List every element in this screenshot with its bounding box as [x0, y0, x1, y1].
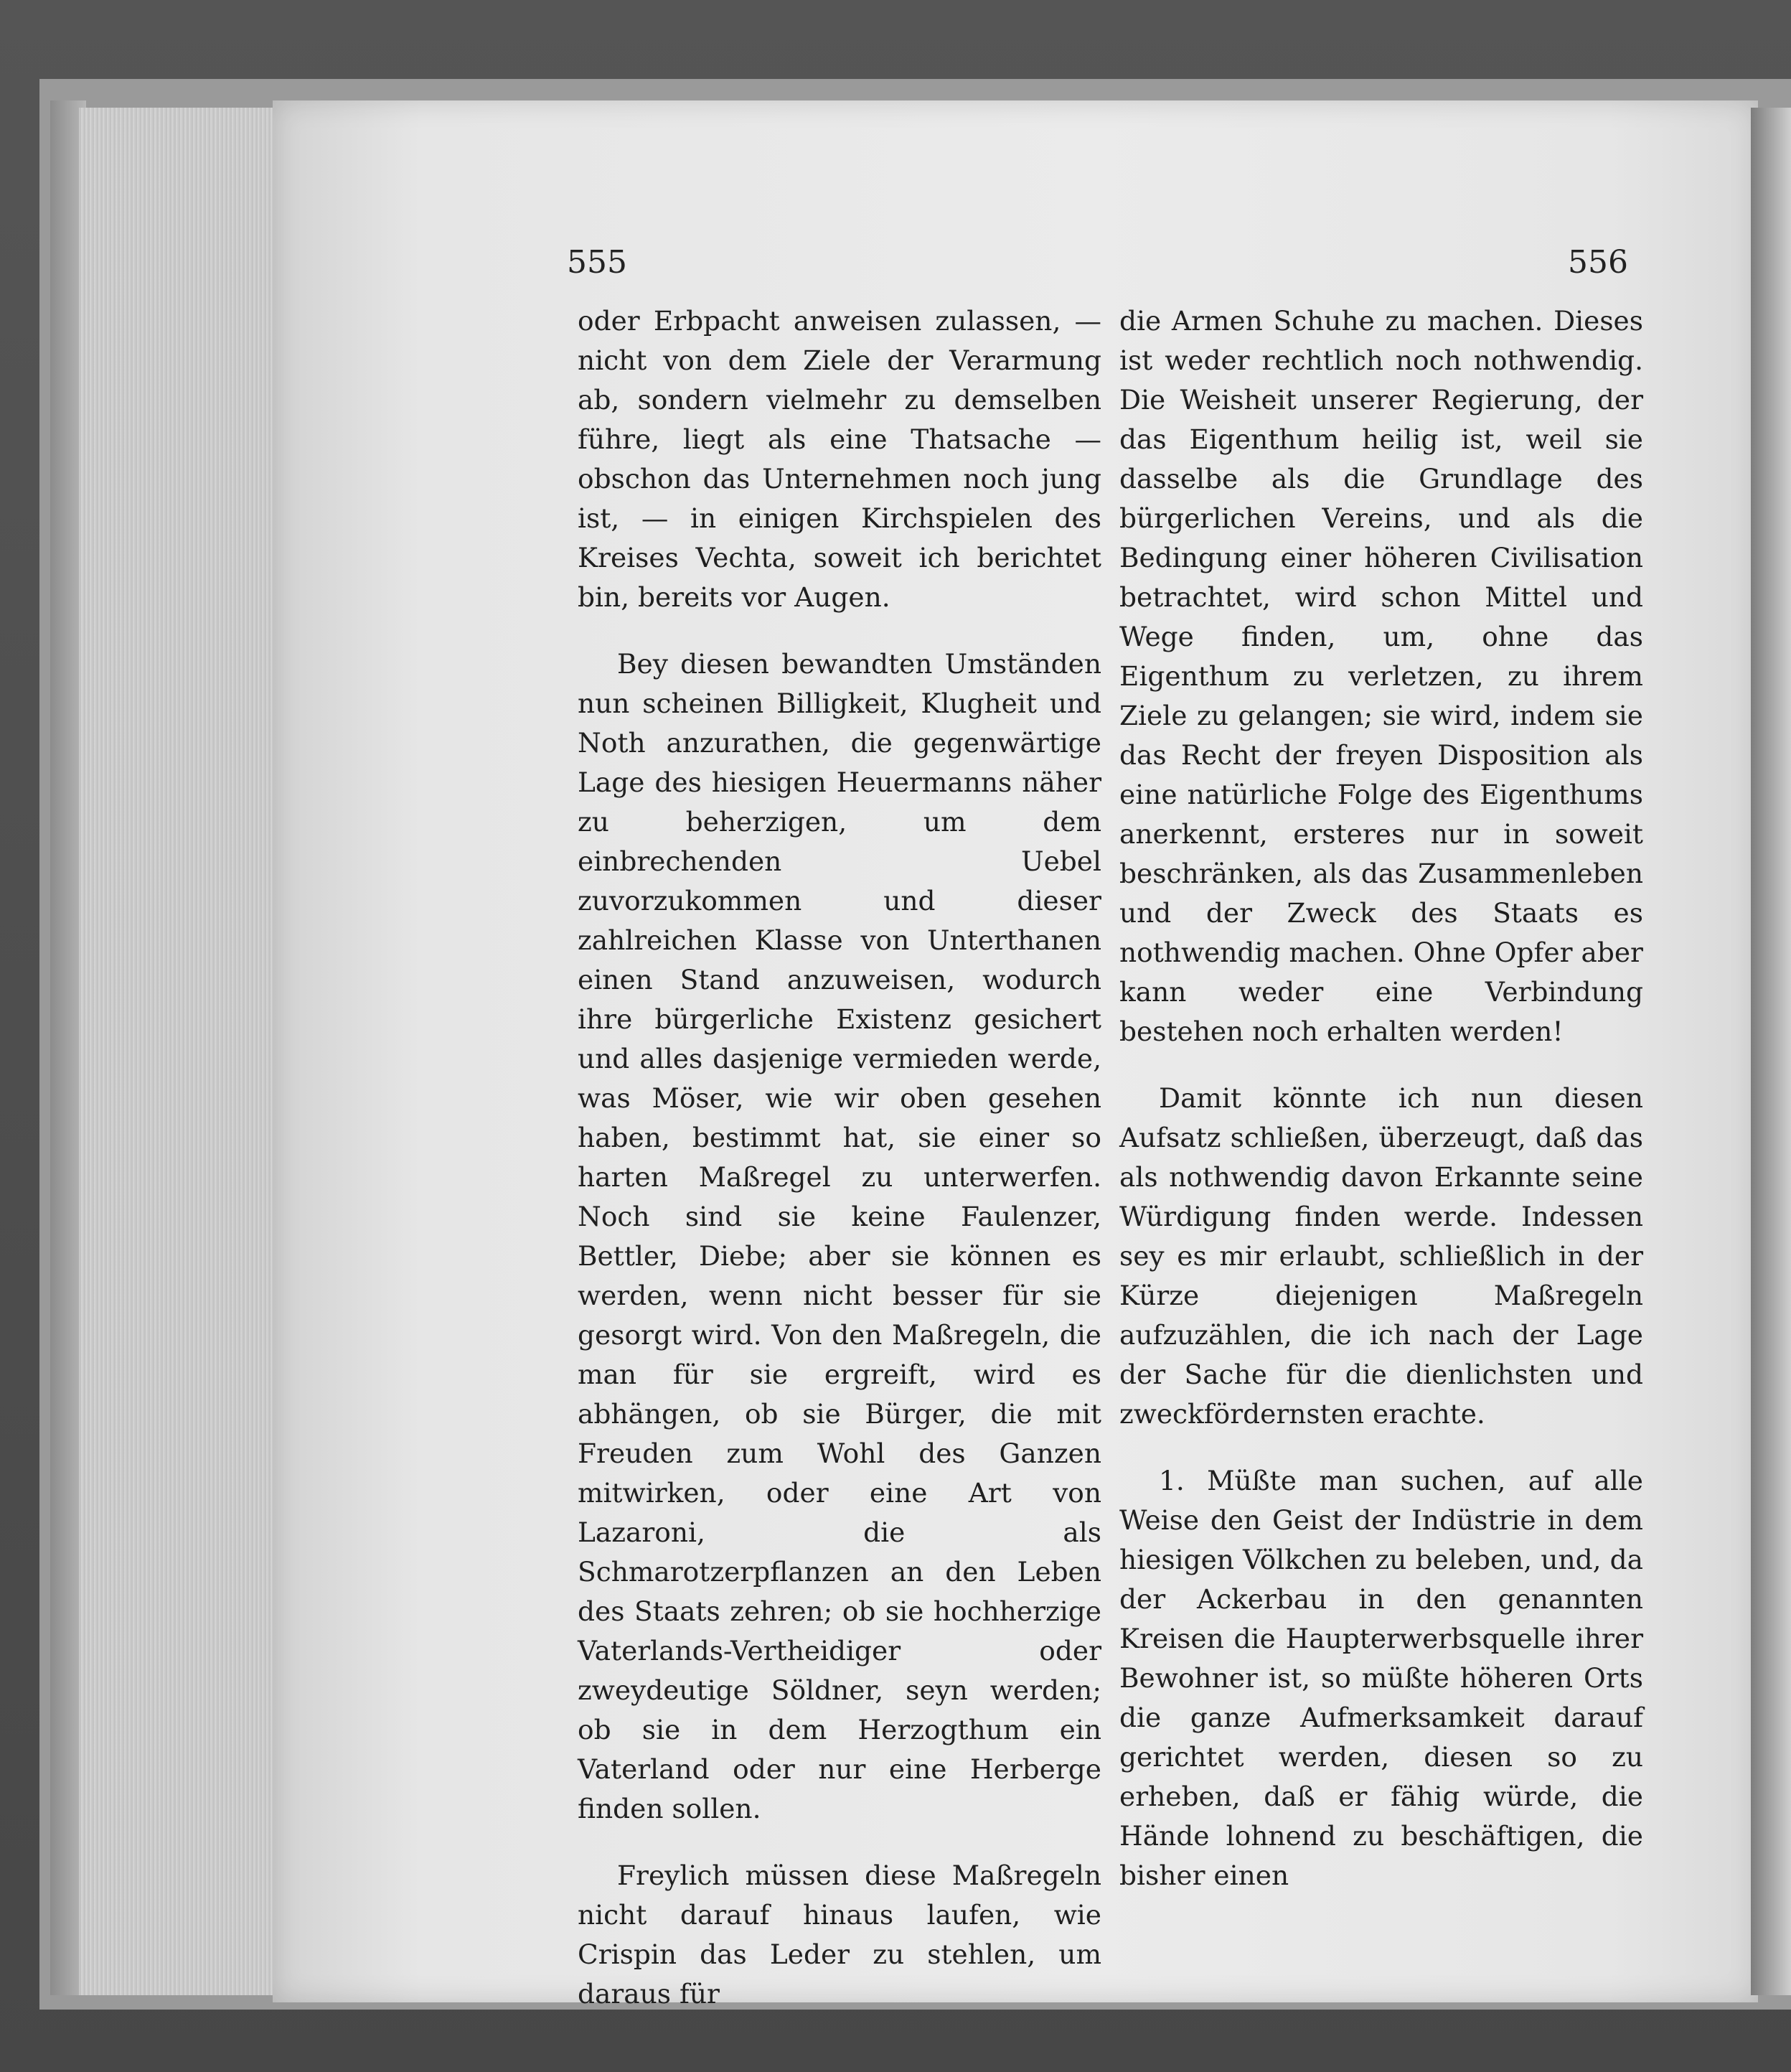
text-column-left: [578, 301, 1101, 2010]
page-number-left: 555: [567, 244, 627, 281]
page-number-right: 556: [1568, 244, 1628, 281]
page-edges: [79, 108, 294, 1995]
paragraph: Freylich müssen diese Maßregeln nicht darauf hinaus laufen, wie Crispin das Leder zu stehlen, um daraus für: [578, 1860, 1101, 2010]
text-column-right: [1119, 301, 1643, 1891]
paragraph: 1. Müßte man suchen, auf alle Weise den Geist der Indüstrie in dem hiesigen Völkchen zu beleben, und, da der Ackerbau in den genannten Kreisen die Haupterwerbsquelle ihrer Bewohner ist, so müßte höheren Orts die ganze Aufmerksamkeit darauf gerichtet werden, diesen so zu erheben, daß er fähig würde, die Hände lohnend zu beschäftigen, die bisher einen: [1119, 1465, 1643, 1891]
paragraph: Damit könnte ich nun diesen Aufsatz schließen, überzeugt, daß das als nothwendig davon Erkannte seine Würdigung finden werde. Indessen sey es mir erlaubt, schließlich in der Kürze diejenigen Maßregeln aufzuzählen, die ich nach der Lage der Sache für die dienlichsten und zweckfördernsten erachte.: [1119, 1082, 1643, 1430]
paragraph: die Armen Schuhe zu machen. Dieses ist weder rechtlich noch nothwendig. Die Weisheit unserer Regierung, der das Eigenthum heilig ist, weil sie dasselbe als die Grundlage des bürgerlichen Vereins, und als die Bedingung einer höheren Civilisation betrachtet, wird schon Mittel und Wege finden, um, ohne das Eigenthum zu verletzen, zu ihrem Ziele zu gelangen; sie wird, indem sie das Recht der freyen Disposition als eine natürliche Folge des Eigenthums anerkennt, ersteres nur in soweit beschränken, als das Zusammenleben und der Zweck des Staats es nothwendig machen. Ohne Opfer aber kann weder eine Verbindung bestehen noch erhalten werden!: [1119, 305, 1643, 1047]
next-page-edge: [1751, 108, 1791, 1995]
paragraph: Bey diesen bewandten Umständen nun scheinen Billigkeit, Klugheit und Noth anzurathen, die gegenwärtige Lage des hiesigen Heuermanns näher zu beherzigen, um dem einbrechenden Uebel zuvorzukommen und dieser zahlreichen Klasse von Unterthanen einen Stand anzuweisen, wodurch ihre bürgerliche Existenz gesichert und alles dasjenige vermieden werde, was Möser, wie wir oben gesehen haben, bestimmt hat, sie einer so harten Maßregel zu unterwerfen. Noch sind sie keine Faulenzer, Bettler, Diebe; aber sie können es werden, wenn nicht besser für sie gesorgt wird. Von den Maßregeln, die man für sie ergreift, wird es abhängen, ob sie Bürger, die mit Freuden zum Wohl des Ganzen mitwirken, oder eine Art von Lazaroni, die als Schmarotzerpflanzen an den Leben des Staats zehren; ob sie hochherzige Vaterlands-Vertheidiger oder zweydeutige Söldner, seyn werden; ob sie in dem Herzogthum ein Vaterland oder nur eine Herberge finden sollen.: [578, 648, 1101, 1824]
paragraph: oder Erbpacht anweisen zulassen, — nicht von dem Ziele der Verarmung ab, sondern vielmehr zu demselben führe, liegt als eine Thatsache — obschon das Unternehmen noch jung ist, — in einigen Kirchspielen des Kreises Vechta, soweit ich berichtet bin, bereits vor Augen.: [578, 305, 1101, 613]
